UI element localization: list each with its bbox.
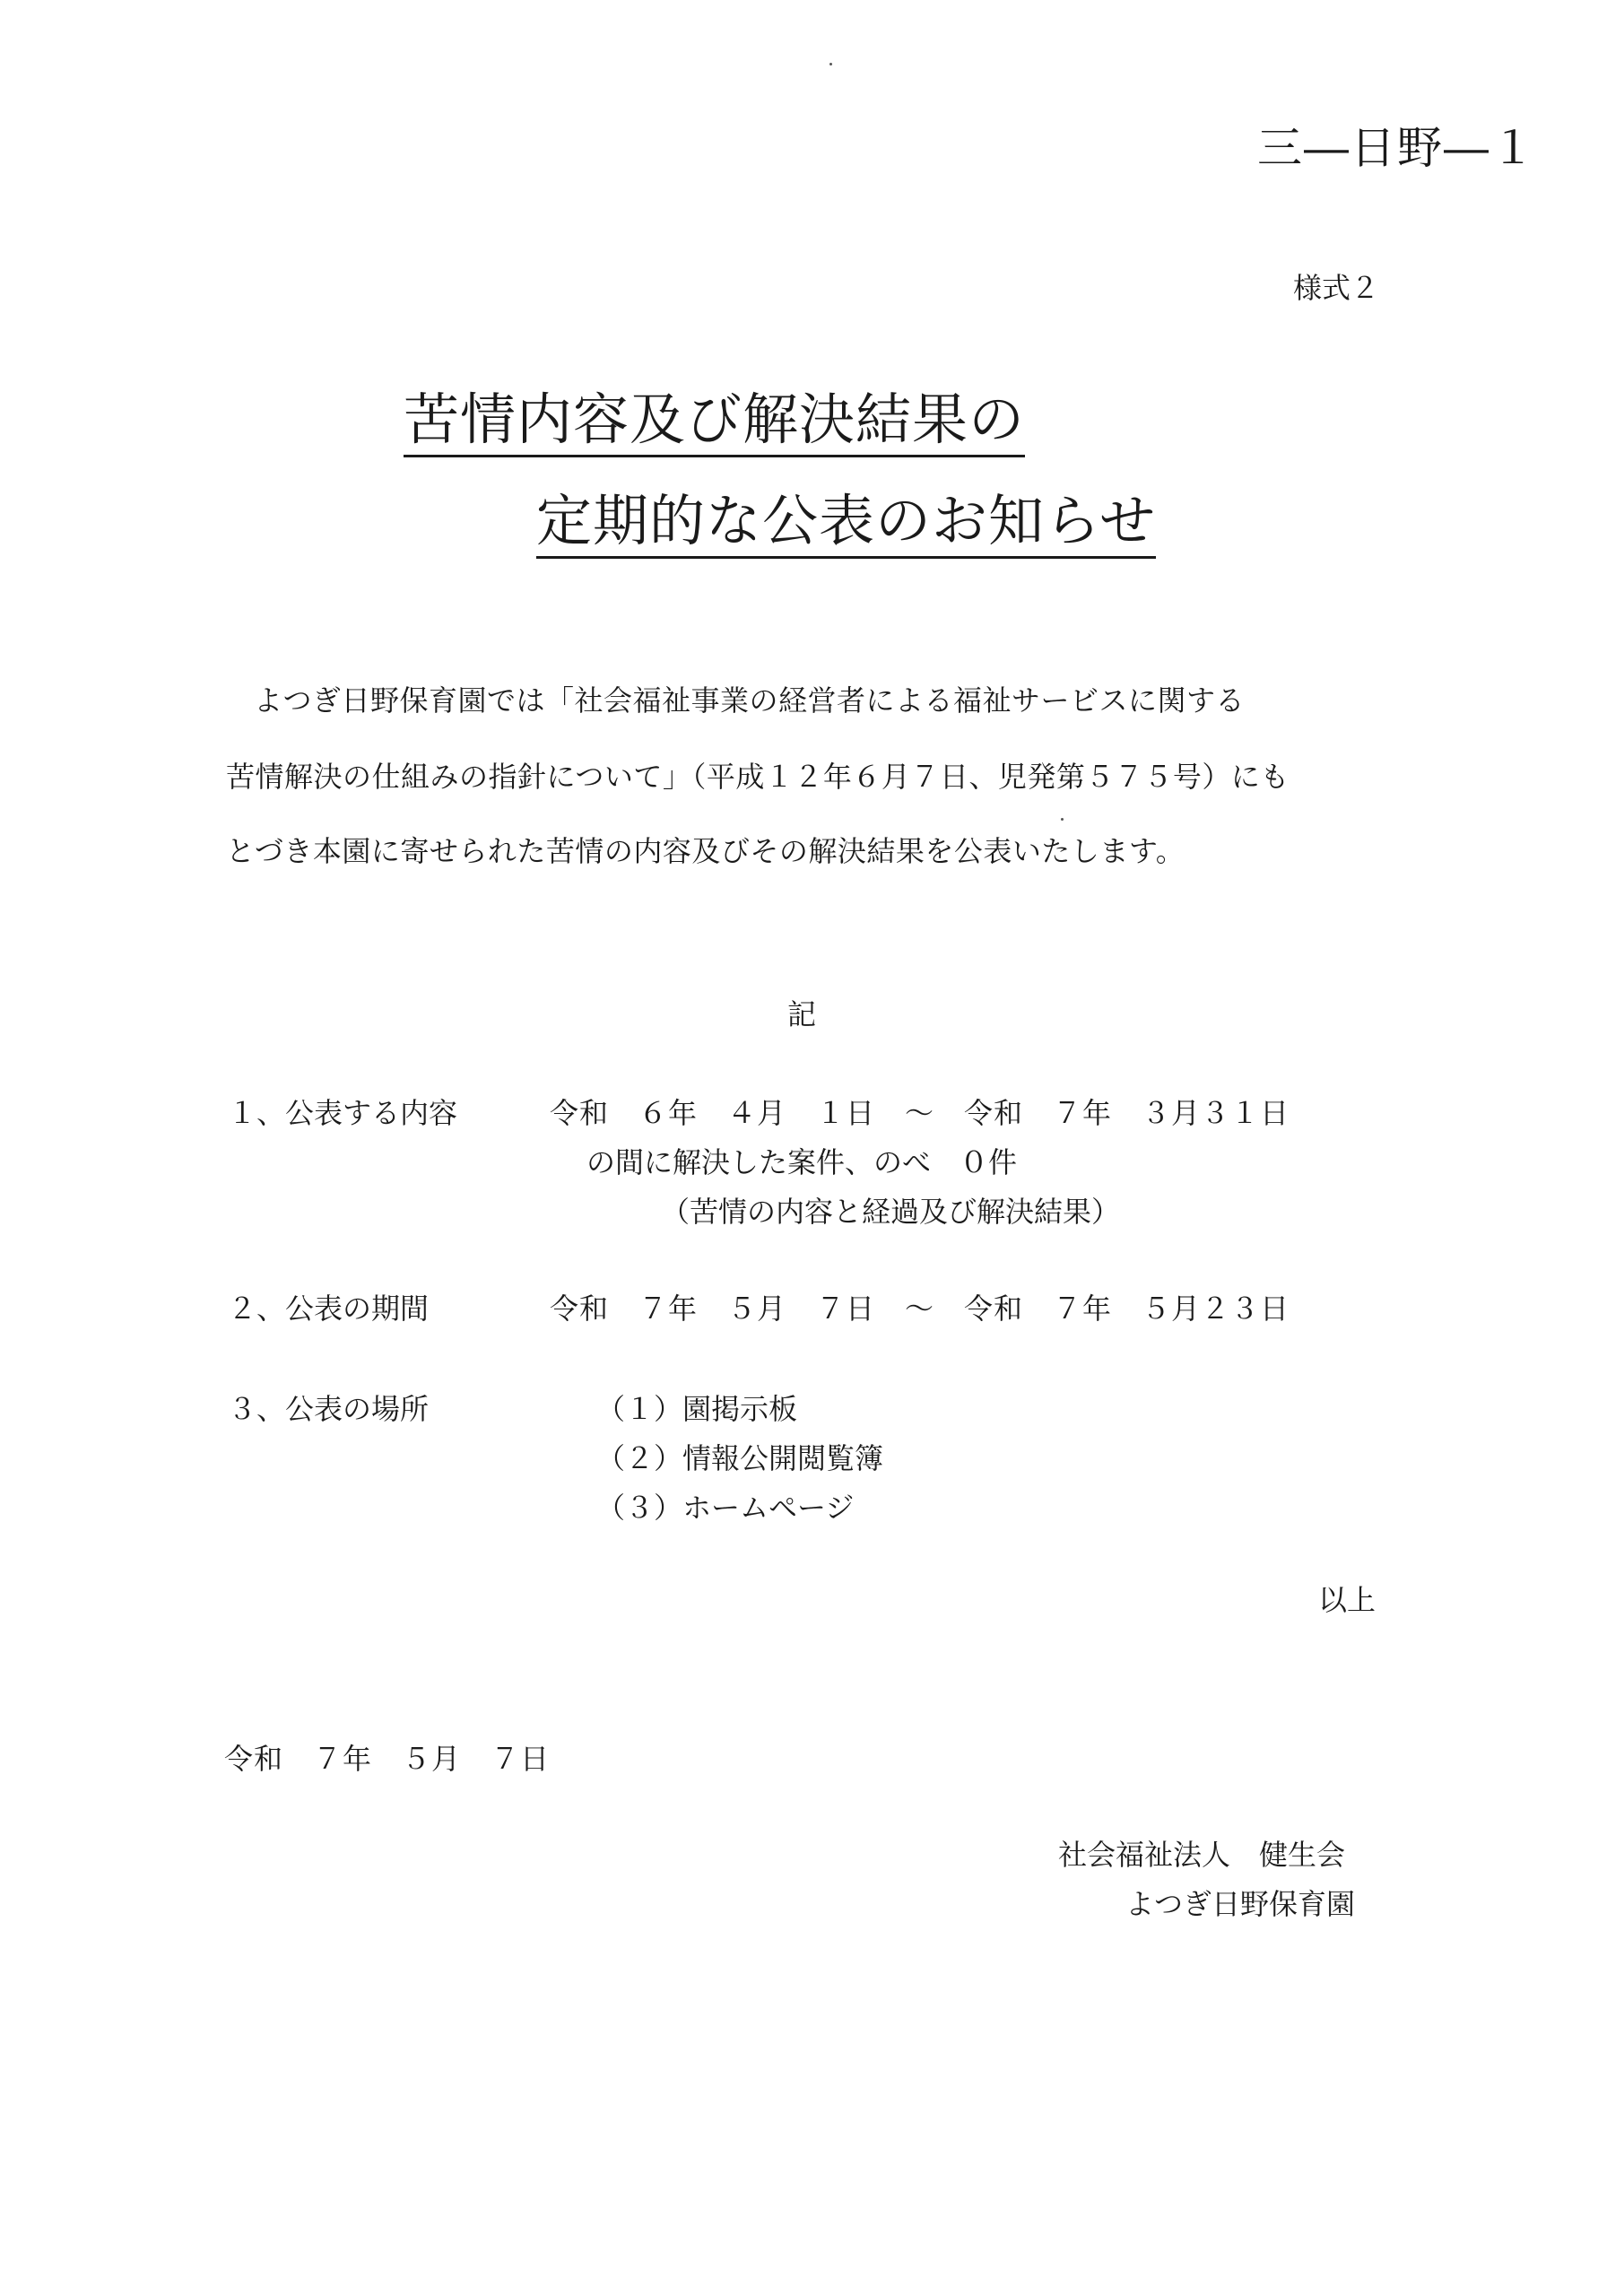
intro-line-2: 苦情解決の仕組みの指針について」（平成１２年６月７日、児発第５７５号）にも — [226, 760, 1290, 794]
facility-name: よつぎ日野保育園 — [1125, 1887, 1356, 1921]
corporation-name: 社会福祉法人 健生会 — [1058, 1838, 1346, 1872]
closing-mark: 以上 — [1318, 1583, 1376, 1617]
issue-date: 令和 ７年 ５月 ７日 — [224, 1742, 551, 1776]
ki-heading: 記 — [787, 997, 817, 1031]
title-line-1: 苦情内容及び解決結果の — [404, 392, 1025, 457]
title-line-2: 定期的な公表のお知らせ — [536, 493, 1156, 559]
item-2-period: 令和 ７年 ５月 ７日 ～ 令和 ７年 ５月２３日 — [550, 1292, 1290, 1326]
item-1-label: １、公表する内容 — [228, 1096, 458, 1130]
form-label: 様式２ — [1293, 271, 1380, 305]
place-item: （２）情報公開閲覧簿 — [596, 1441, 884, 1475]
item-2-label: ２、公表の期間 — [228, 1292, 430, 1326]
document-id: 三―日野―１ — [1257, 122, 1537, 174]
intro-line-3: とづき本園に寄せられた苦情の内容及びその解決結果を公表いたします。 — [226, 834, 1185, 868]
place-item: （１）園掲示板 — [596, 1392, 798, 1426]
item-1-count: の間に解決した案件、のべ ０件 — [586, 1145, 1018, 1179]
scan-speck — [829, 63, 832, 65]
place-item: （３）ホームページ — [596, 1491, 855, 1525]
scan-speck — [1061, 818, 1064, 821]
item-1-note: （苦情の内容と経過及び解決結果） — [661, 1195, 1121, 1229]
intro-line-1: よつぎ日野保育園では「社会福祉事業の経営者による福祉サービスに関する — [254, 683, 1246, 718]
item-3-label: ３、公表の場所 — [228, 1392, 430, 1426]
item-1-period: 令和 ６年 ４月 １日 ～ 令和 ７年 ３月３１日 — [550, 1096, 1290, 1130]
